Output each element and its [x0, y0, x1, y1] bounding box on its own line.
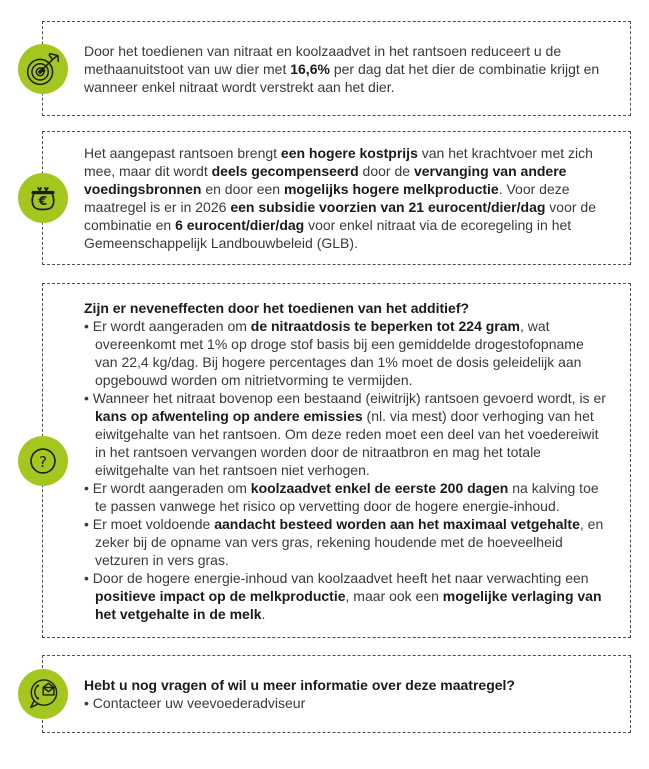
methane-paragraph — [84, 42, 606, 96]
info-box-side-effects — [38, 283, 631, 638]
info-box-contact — [42, 655, 631, 733]
cost-paragraph — [84, 144, 606, 252]
text-segment: Door de hogere energie-inhoud van koolzaadvet heeft het naar verwachting een — [92, 569, 589, 586]
list-item — [84, 515, 606, 569]
list-item — [84, 389, 606, 479]
text-segment: Er wordt aangeraden om — [92, 479, 251, 496]
text-segment: . — [261, 605, 266, 622]
emphasized-text: deels gecompenseerd — [211, 163, 359, 179]
emphasized-text: mogelijks hogere melkproductie — [283, 181, 499, 197]
target-icon — [18, 44, 68, 94]
text-segment: van het krachtvoer met zich mee, maar dit wordt — [84, 145, 593, 179]
list-item — [84, 694, 606, 712]
emphasized-text: mogelijke verlaging van het vetgehalte in de melk — [95, 587, 602, 622]
side-effects-heading: Zijn er neveneffecten door het toedienen van het additief? — [84, 299, 470, 316]
side-effects-list — [84, 317, 606, 623]
emphasized-text: kans op afwenteling op andere emissies — [95, 407, 363, 424]
info-box-cost-subsidy — [38, 131, 631, 265]
text-segment: , maar ook een — [345, 587, 443, 604]
emphasized-text: 6 eurocent/dier/dag — [175, 217, 305, 233]
contact-heading: Hebt u nog vragen of wil u meer informatie over deze maatregel? — [84, 677, 515, 693]
text-segment: Contacteer uw veevoederadviseur — [92, 695, 306, 711]
info-box-methane-reduction — [42, 21, 631, 116]
text-segment: (nl. via mest) door verhoging van het eiwitgehalte van het rantsoen. Om deze reden moet een deel van het voedereiwit in het rantsoen vervangen worden door de nitraatbron en mag het totale eiwitgehalte van het rantsoen niet verhogen. — [95, 407, 599, 478]
emphasized-text: vervanging van andere voedingsbronnen — [84, 163, 567, 197]
text-segment: Er wordt aangeraden om — [92, 317, 251, 334]
contact-list — [84, 694, 606, 712]
svg-text:?: ? — [38, 452, 48, 471]
text-segment: voor enkel nitraat via de ecoregeling in het Gemeenschappelijk Landbouwbeleid (GLB). — [84, 217, 572, 251]
question-mark-icon — [18, 436, 68, 486]
text-segment: . Voor deze maatregel is er in 2026 — [84, 181, 570, 215]
text-segment: voor de combinatie en — [84, 199, 597, 233]
emphasized-text: aandacht besteed worden aan het maximaal vetgehalte — [214, 515, 580, 532]
emphasized-text: koolzaadvet enkel de eerste 200 dagen — [250, 479, 509, 496]
emphasized-text: de nitraatdosis te beperken tot 224 gram — [250, 317, 520, 334]
svg-text:€: € — [38, 193, 48, 209]
contact-chat-icon — [18, 669, 68, 719]
purse-euro-icon — [18, 173, 68, 223]
text-segment: Het aangepast rantsoen brengt — [84, 145, 281, 161]
text-segment: , en zeker bij de opname van vers gras, rekening houdende met de hoeveelheid vetzuren in vers gras. — [95, 515, 604, 568]
emphasized-text: 16,6% — [290, 60, 330, 77]
list-item — [84, 569, 606, 623]
text-segment: Er moet voldoende — [92, 515, 215, 532]
text-segment: per dag dat het dier de combinatie krijgt en wanneer enkel nitraat wordt verstrekt aan het dier. — [84, 60, 600, 95]
emphasized-text: een hogere kostprijs — [280, 145, 418, 161]
text-segment: door de — [358, 163, 414, 179]
text-segment: , wat overeenkomt met 1% op droge stof basis bij een gemiddelde drogestofopname van 22,4 kg/dag. Bij hogere percentages dan 1% moet de dosis geleidelijk aan opgebouwd worden om nitrietvorming te vermijden. — [95, 317, 584, 388]
list-item — [84, 317, 606, 389]
text-segment: na kalving toe te passen vanwege het risico op vervetting door de hogere energie-inhoud. — [95, 479, 599, 514]
emphasized-text: positieve impact op de melkproductie — [95, 587, 346, 604]
text-segment: Door het toedienen van nitraat en koolzaadvet in het rantsoen reduceert u de methaanuitstoot van uw dier met — [84, 42, 562, 77]
text-segment: en door een — [201, 181, 284, 197]
emphasized-text: een subsidie voorzien van 21 eurocent/dier/dag — [230, 199, 546, 215]
text-segment: Wanneer het nitraat bovenop een bestaand (eiwitrijk) rantsoen gevoerd wordt, is er — [92, 389, 606, 406]
list-item — [84, 479, 606, 515]
